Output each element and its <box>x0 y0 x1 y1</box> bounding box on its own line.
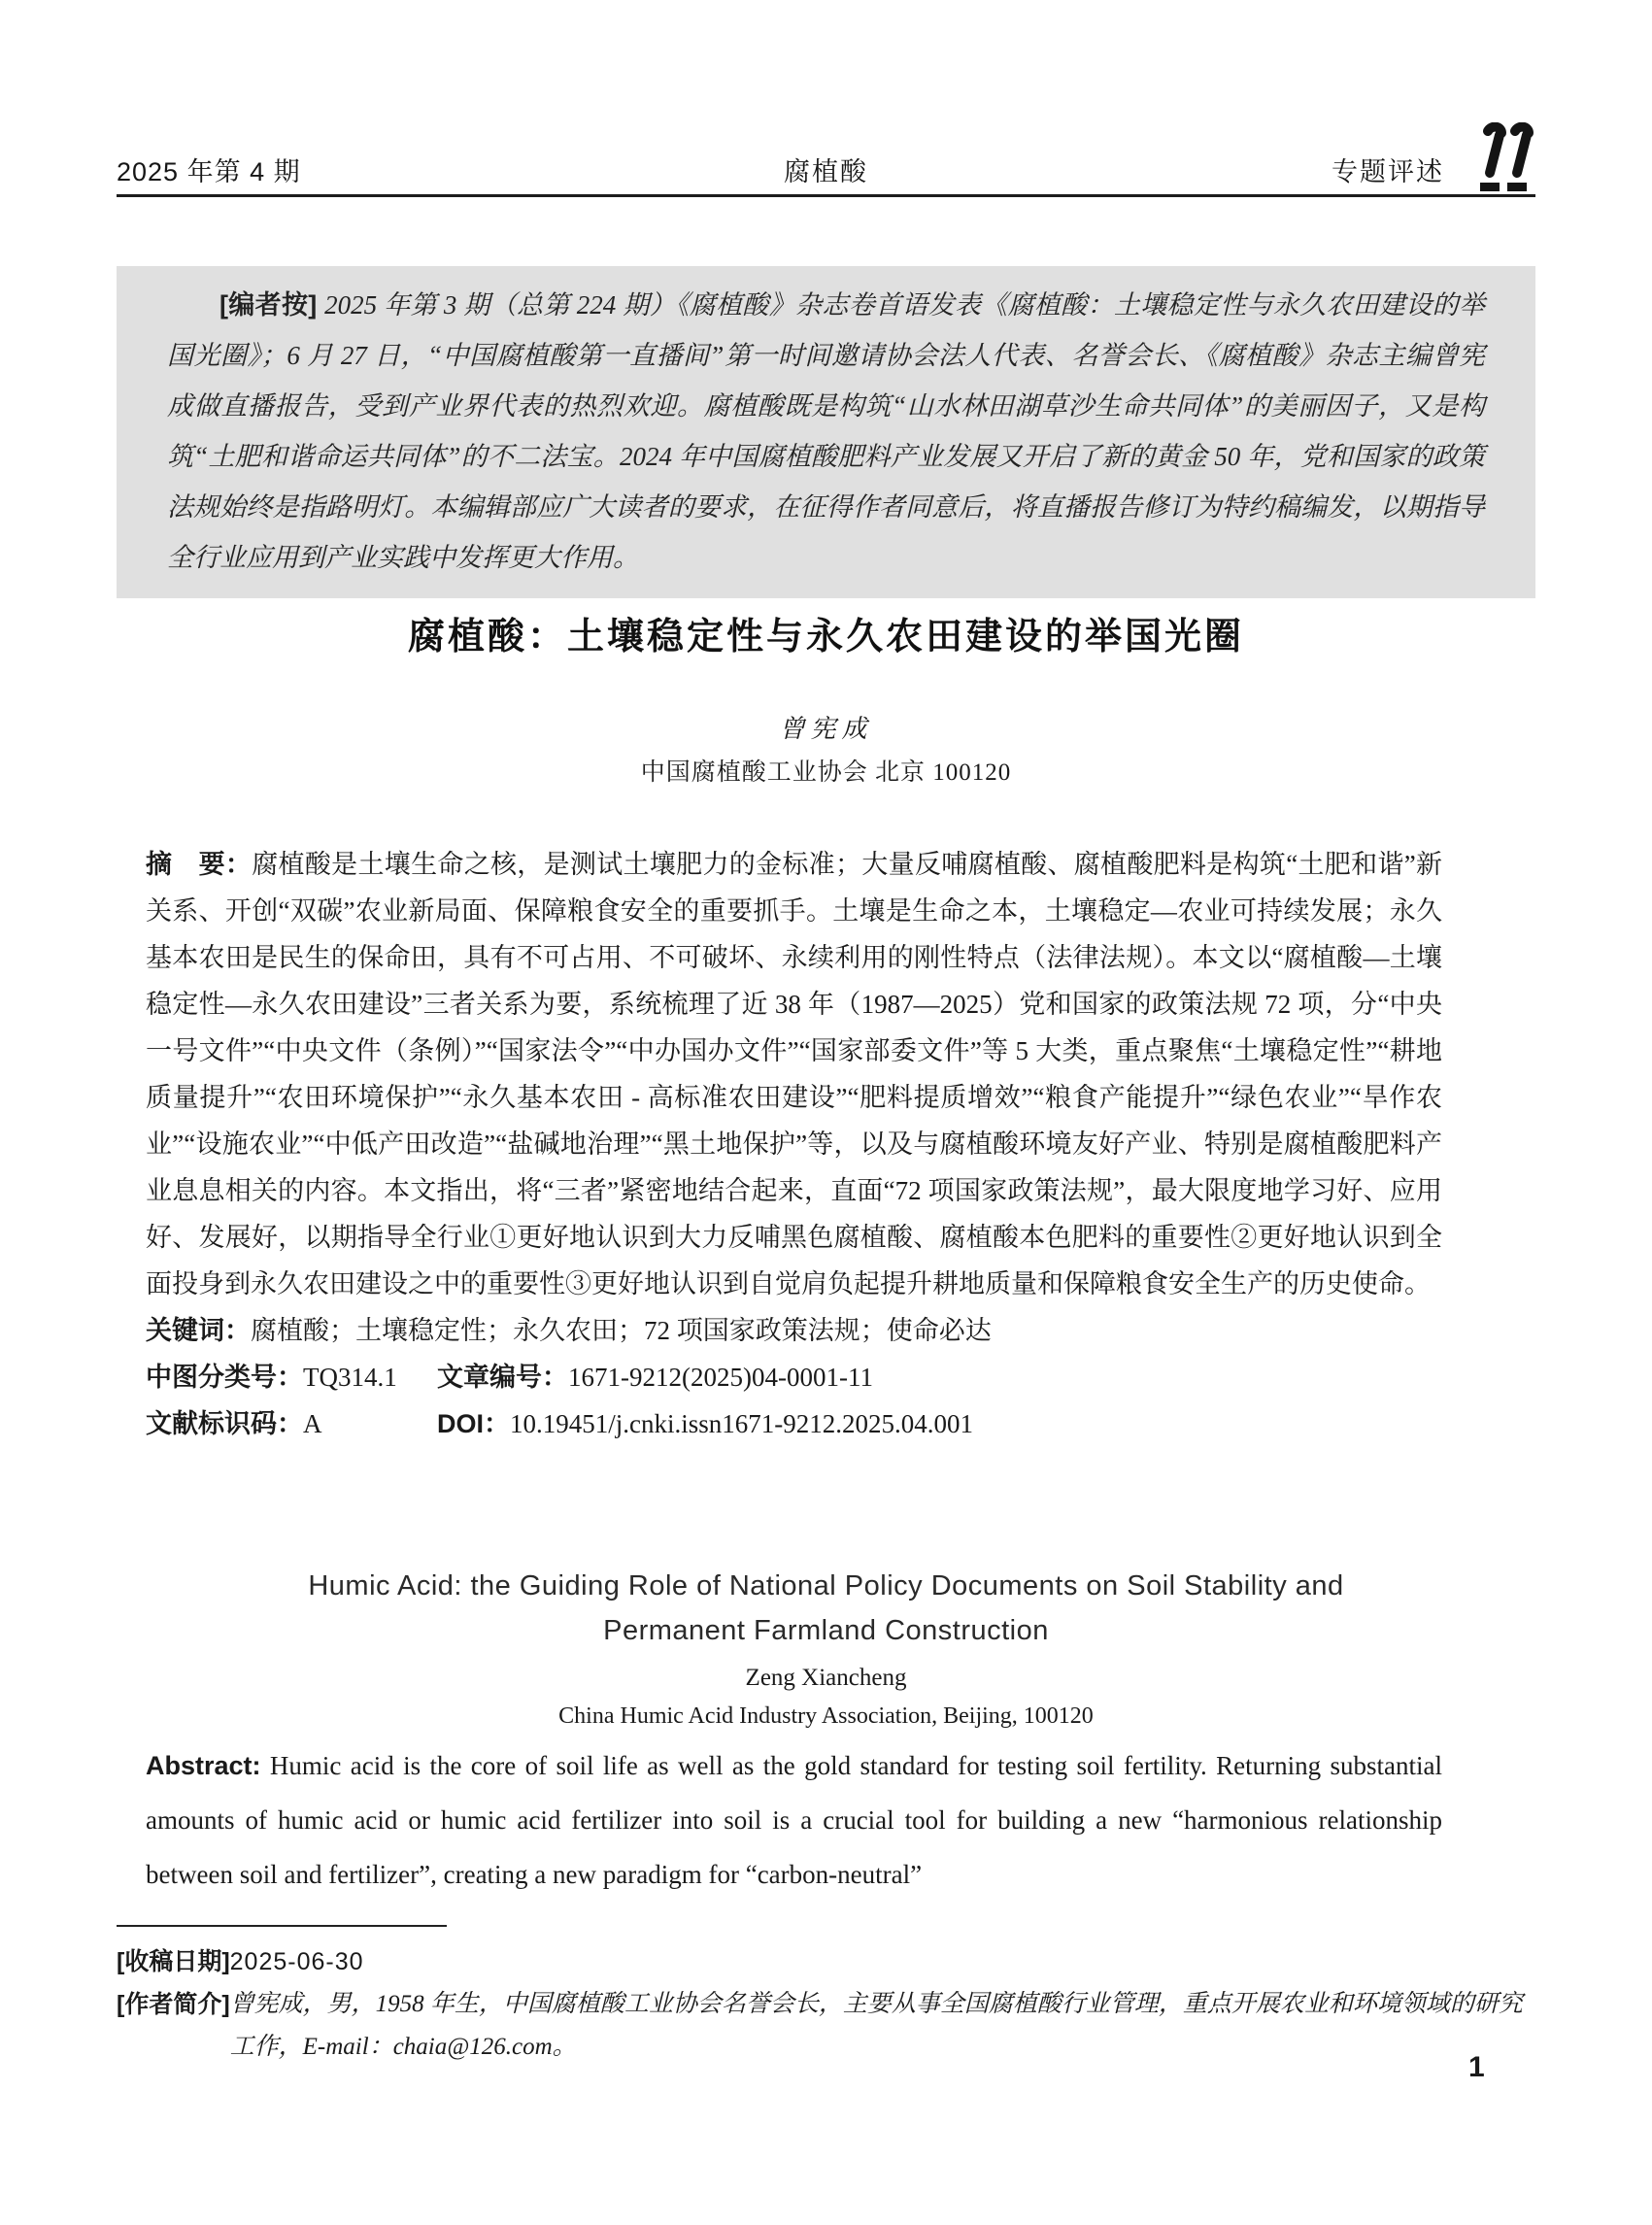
doi-label: DOI： <box>437 1409 511 1438</box>
english-author: Zeng Xiancheng <box>745 1665 907 1691</box>
chinese-meta-block <box>146 841 1442 1548</box>
english-title-line1: Humic Acid: the Guiding Role of National Policy Documents on Soil Stability and <box>308 1570 1344 1601</box>
english-title <box>117 1564 1535 1653</box>
footnote-received-date <box>117 1940 1535 1983</box>
author-affiliation: 中国腐植酸工业协会 北京 100120 <box>640 759 1012 786</box>
author-bio-body: 曾宪成，男，1958 年生，中国腐植酸工业协会名誉会长，主要从事全国腐植酸行业管理，重点开展农业和环境领域的研究工作，E-mail：chaia@126.com。 <box>229 1991 1523 2060</box>
header-rule <box>117 194 1535 197</box>
document-code <box>146 1400 437 1447</box>
article-id-label: 文章编号： <box>437 1363 568 1392</box>
document-code-label: 文献标识码： <box>146 1409 303 1438</box>
editor-note-box <box>117 266 1535 598</box>
editor-note-label: [编者按] <box>219 290 325 320</box>
author-bio-label: [作者简介] <box>117 1991 230 2018</box>
article-title: 腐植酸：土壤稳定性与永久农田建设的举国光圈 <box>407 617 1244 657</box>
doi <box>437 1400 973 1447</box>
footnote-rule <box>117 1925 447 1927</box>
keywords-cn <box>146 1307 1442 1354</box>
main-column <box>117 612 1535 2069</box>
author-name: 曾宪成 <box>779 715 873 743</box>
english-affiliation: China Humic Acid Industry Association, Beijing, 100120 <box>558 1703 1094 1729</box>
abstract-cn-label: 摘 要： <box>146 850 253 879</box>
clc-label: 中图分类号： <box>146 1363 303 1392</box>
article-id-value: 1671-9212(2025)04-0001-11 <box>568 1363 873 1392</box>
abstract-cn-body: 腐植酸是土壤生命之核，是测试土壤肥力的金标准；大量反哺腐植酸、腐植酸肥料是构筑“土肥和谐”新关系、开创“双碳”农业新局面、保障粮食安全的重要抓手。土壤是生命之本，土壤稳定—农业可持续发展；永久基本农田是民生的保命田，具有不可占用、不可破坏、永续利用的刚性特点（法律法规）。本文以“腐植酸—土壤稳定性—永久农田建设”三者关系为要，系统梳理了近 38 年（1987—2025）党和国家的政策法规 72 项，分“中央一号文件”“中央文件（条例）”“国家法令”“中办国办文件”“国家部委文件”等 5 大类，重点聚焦“土壤稳定性”“耕地质量提升”“农田环境保护”“永久基本农田 - 高标准农田建设”“肥料提质增效”“粮食产能提升”“绿色农业”“旱作农业”“设施农业”“中低产田改造”“盐碱地治理”“黑土地保护”等，以及与腐植酸环境友好产业、特别是腐植酸肥料产业息息相关的内容。本文指出，将“三者”紧密地结合起来，直面“72 项国家政策法规”，最大限度地学习好、应用好、发展好，以期指导全行业①更好地认识到大力反哺黑色腐植酸、腐植酸本色肥料的重要性②更好地认识到全面投身到永久农田建设之中的重要性③更好地认识到自觉肩负起提升耕地质量和保障粮食安全生产的历史使命。 <box>146 850 1443 1298</box>
editor-note-text <box>167 280 1485 583</box>
abstract-en-label: Abstract: <box>146 1751 261 1780</box>
keywords-cn-body: 腐植酸；土壤稳定性；永久农田；72 项国家政策法规；使命必达 <box>251 1316 992 1345</box>
received-date-value: 2025-06-30 <box>229 1948 364 1975</box>
journal-logo-icon <box>1473 122 1535 200</box>
footnote-author-bio <box>117 1983 1535 2069</box>
footnotes <box>117 1940 1535 2069</box>
header-journal-title: 腐植酸 <box>784 157 868 186</box>
article-id <box>437 1354 873 1400</box>
page-header <box>117 134 1535 194</box>
doi-value: 10.19451/j.cnki.issn1671-9212.2025.04.001 <box>510 1409 974 1438</box>
abstract-cn <box>146 841 1442 1307</box>
keywords-cn-label: 关键词： <box>146 1316 251 1345</box>
meta-row-2 <box>146 1400 1442 1447</box>
clc-value: TQ314.1 <box>303 1363 397 1392</box>
english-title-line2: Permanent Farmland Construction <box>603 1615 1049 1646</box>
header-column-label: 专题评述 <box>1332 157 1444 186</box>
document-code-value: A <box>303 1409 322 1438</box>
header-column <box>1332 122 1535 194</box>
abstract-en <box>146 1738 1442 1902</box>
english-block <box>117 1564 1535 1902</box>
editor-note-body: 2025 年第 3 期（总第 224 期）《腐植酸》杂志卷首语发表《腐植酸：土壤稳定性与永久农田建设的举国光圈》；6 月 27 日，“中国腐植酸第一直播间”第一时间邀请协会法人代表、名誉会长、《腐植酸》杂志主编曾宪成做直播报告，受到产业界代表的热烈欢迎。腐植酸既是构筑“山水林田湖草沙生命共同体”的美丽因子，又是构筑“土肥和谐命运共同体”的不二法宝。2024 年中国腐植酸肥料产业发展又开启了新的黄金 50 年，党和国家的政策法规始终是指路明灯。本编辑部应广大读者的要求，在征得作者同意后，将直播报告修订为特约稿编发，以期指导全行业应用到产业实践中发挥更大作用。 <box>167 290 1486 572</box>
received-date-label: [收稿日期] <box>117 1948 230 1975</box>
page-number: 1 <box>1468 2051 1485 2083</box>
meta-row-1 <box>146 1354 1442 1400</box>
header-issue: 2025 年第 4 期 <box>117 157 301 186</box>
clc-number <box>146 1354 437 1400</box>
abstract-en-body: Humic acid is the core of soil life as well as the gold standard for testing soil fertility. Returning substantial amounts of humic acid or humic acid fertilizer into soil is a crucial tool for building a new “harmonious relationship between soil and fertilizer”, creating a new paradigm for “carbon-neutral” <box>146 1751 1443 1889</box>
